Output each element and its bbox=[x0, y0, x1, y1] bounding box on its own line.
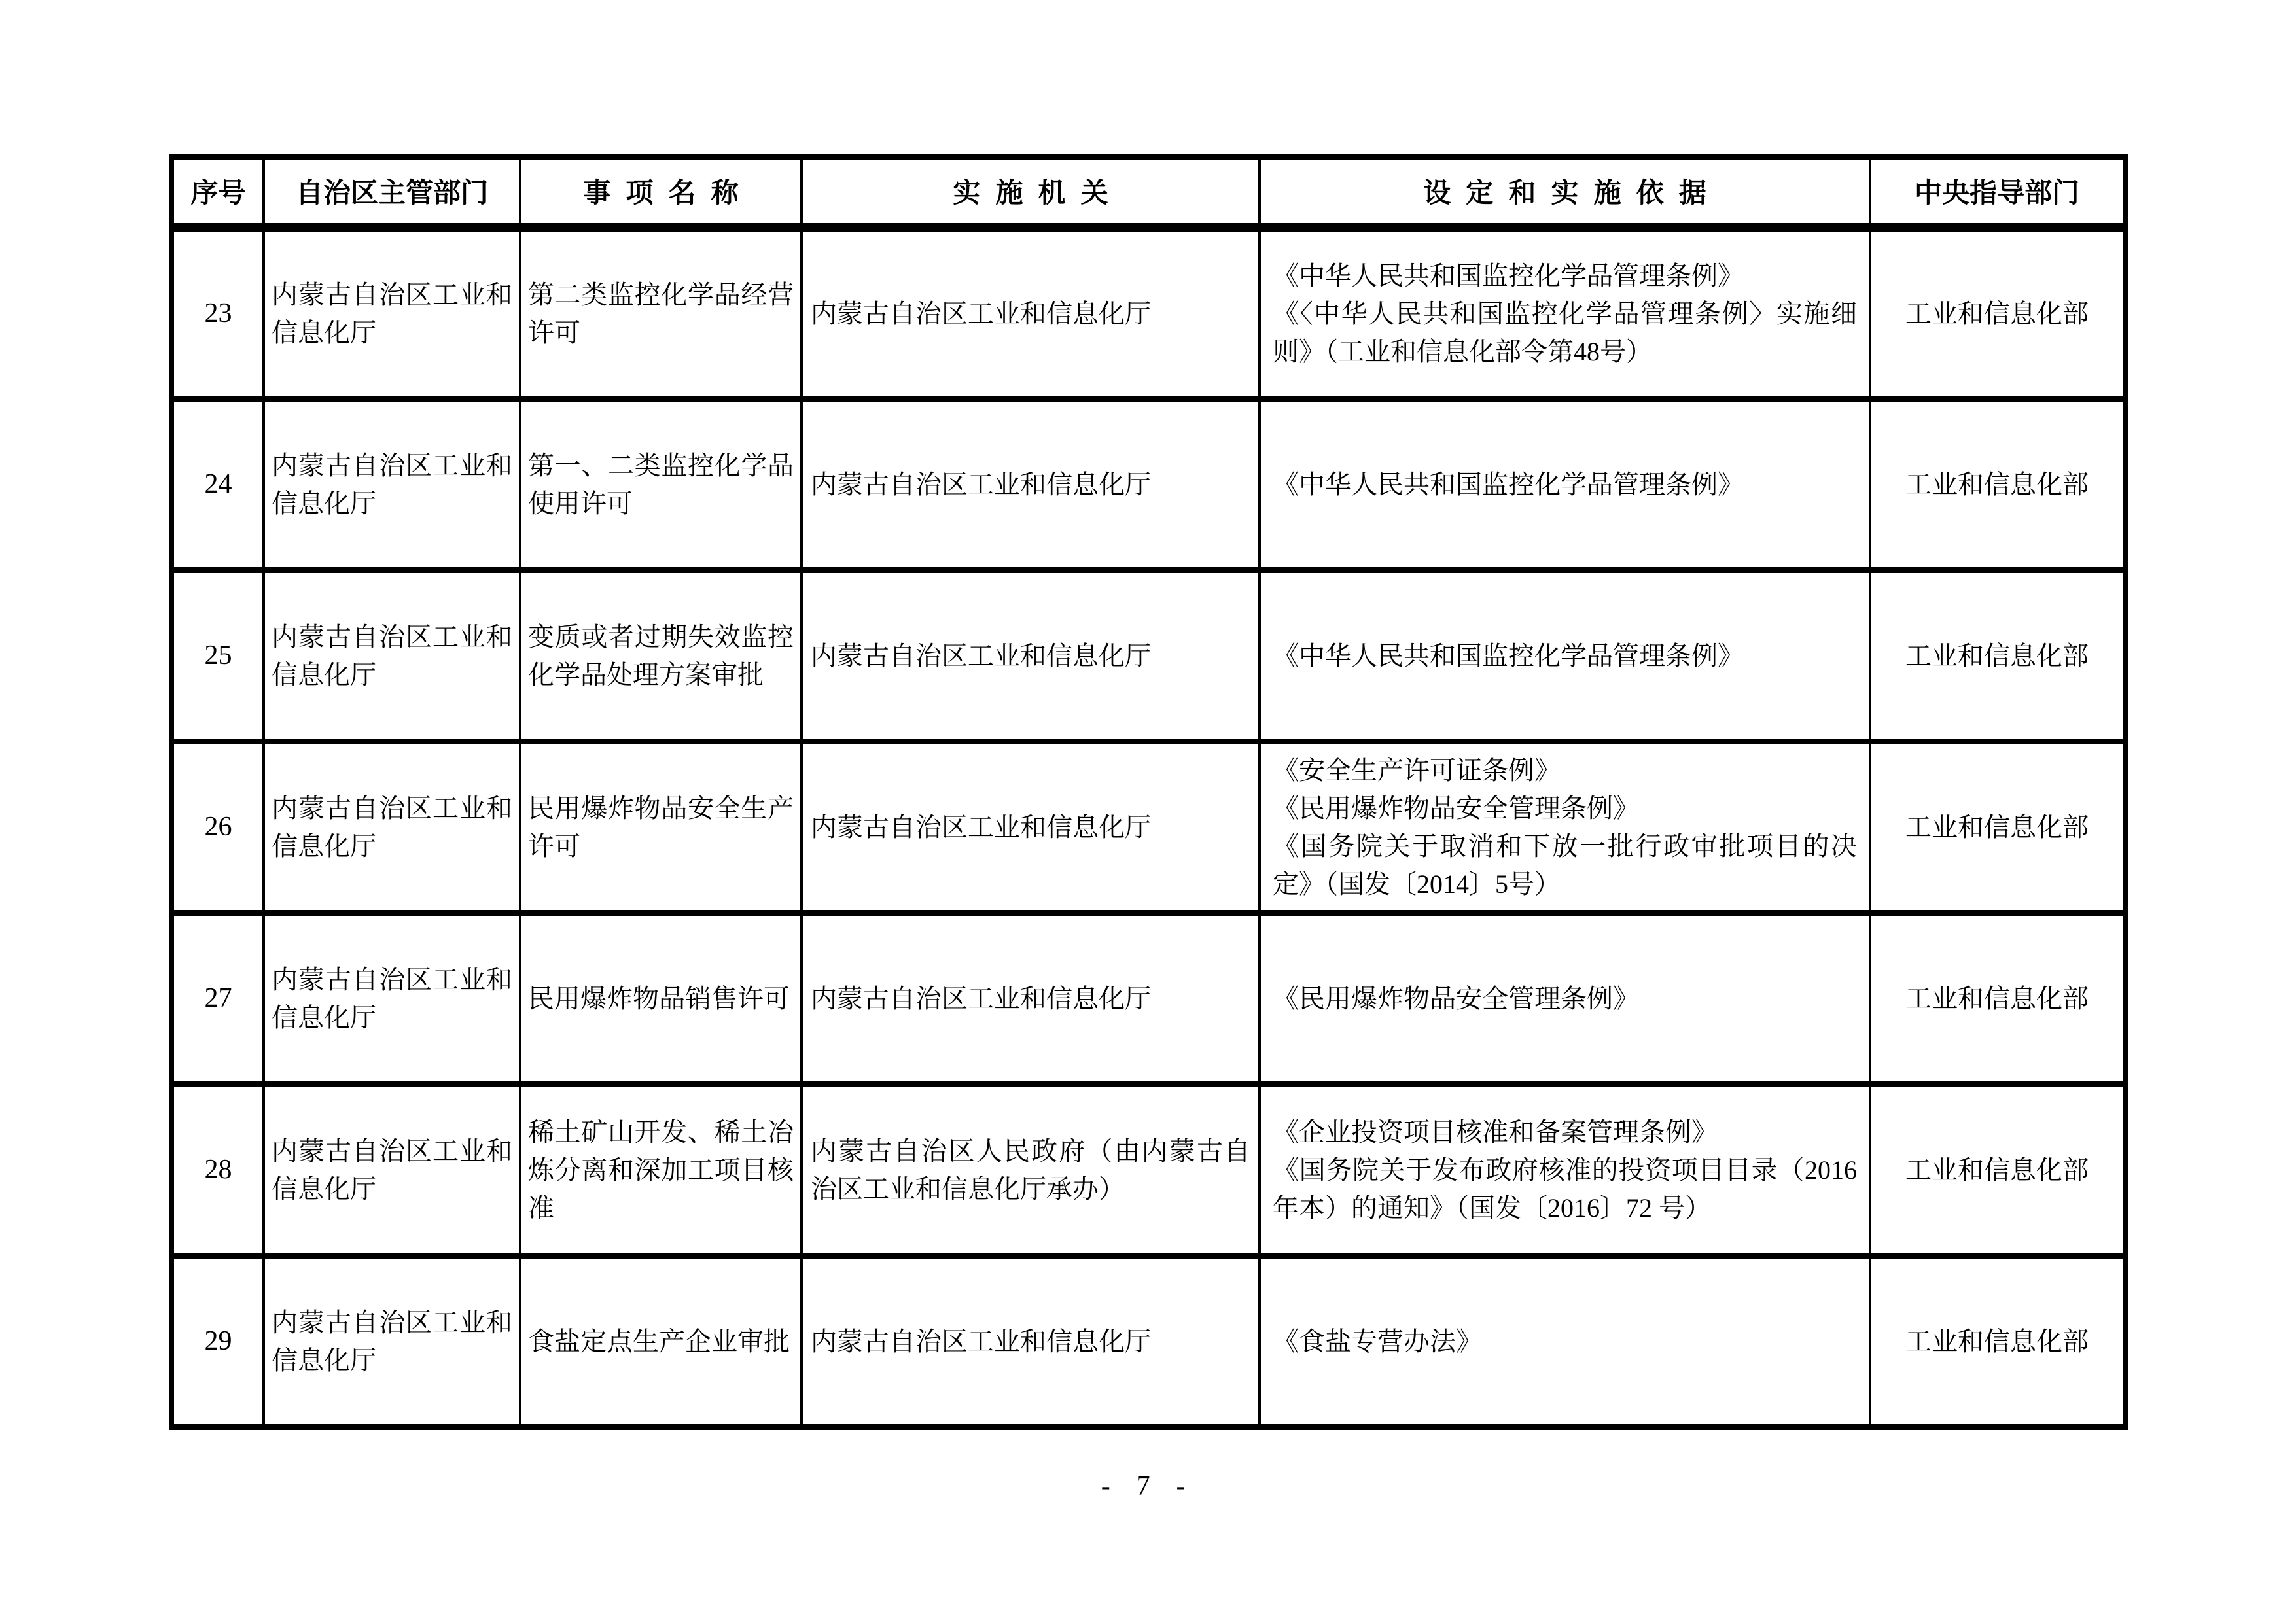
agency-cell: 内蒙古自治区工业和信息化厅 bbox=[802, 1256, 1260, 1427]
basis-cell bbox=[1260, 228, 1870, 399]
department-cell: 内蒙古自治区工业和信息化厅 bbox=[264, 1256, 520, 1427]
basis-line: 《中华人民共和国监控化学品管理条例》 bbox=[1273, 469, 1744, 499]
item-name-cell: 第一、二类监控化学品使用许可 bbox=[520, 399, 802, 570]
basis-line: 《民用爆炸物品安全管理条例》 bbox=[1273, 983, 1639, 1013]
table-row bbox=[171, 913, 2125, 1085]
basis-line: 《安全生产许可证条例》 bbox=[1273, 755, 1561, 785]
table-row bbox=[171, 228, 2125, 399]
header-agency: 实施机关 bbox=[802, 157, 1260, 228]
basis-line: 《〈中华人民共和国监控化学品管理条例〉实施细则》（工业和信息化部令第48号） bbox=[1273, 298, 1857, 366]
item-name-cell: 稀土矿山开发、稀土冶炼分离和深加工项目核准 bbox=[520, 1085, 802, 1256]
basis-cell bbox=[1260, 399, 1870, 570]
item-name-cell: 第二类监控化学品经营许可 bbox=[520, 228, 802, 399]
table-row bbox=[171, 1085, 2125, 1256]
department-cell: 内蒙古自治区工业和信息化厅 bbox=[264, 742, 520, 913]
header-basis: 设定和实施依据 bbox=[1260, 157, 1870, 228]
department-cell: 内蒙古自治区工业和信息化厅 bbox=[264, 228, 520, 399]
central-department-cell: 工业和信息化部 bbox=[1870, 228, 2125, 399]
agency-cell: 内蒙古自治区人民政府（由内蒙古自治区工业和信息化厅承办） bbox=[802, 1085, 1260, 1256]
agency-cell: 内蒙古自治区工业和信息化厅 bbox=[802, 399, 1260, 570]
seq-cell: 26 bbox=[171, 742, 264, 913]
basis-line: 《中华人民共和国监控化学品管理条例》 bbox=[1273, 640, 1744, 671]
seq-cell: 24 bbox=[171, 399, 264, 570]
central-department-cell: 工业和信息化部 bbox=[1870, 399, 2125, 570]
header-central-department: 中央指导部门 bbox=[1870, 157, 2125, 228]
department-cell: 内蒙古自治区工业和信息化厅 bbox=[264, 570, 520, 742]
basis-cell bbox=[1260, 1256, 1870, 1427]
basis-cell bbox=[1260, 913, 1870, 1085]
header-item-name: 事项名称 bbox=[520, 157, 802, 228]
basis-cell bbox=[1260, 742, 1870, 913]
seq-cell: 27 bbox=[171, 913, 264, 1085]
department-cell: 内蒙古自治区工业和信息化厅 bbox=[264, 1085, 520, 1256]
basis-cell bbox=[1260, 570, 1870, 742]
seq-cell: 25 bbox=[171, 570, 264, 742]
central-department-cell: 工业和信息化部 bbox=[1870, 913, 2125, 1085]
seq-cell: 29 bbox=[171, 1256, 264, 1427]
basis-line: 《企业投资项目核准和备案管理条例》 bbox=[1273, 1117, 1718, 1147]
agency-cell: 内蒙古自治区工业和信息化厅 bbox=[802, 570, 1260, 742]
basis-line: 《国务院关于取消和下放一批行政审批项目的决定》（国发〔2014〕5号） bbox=[1273, 831, 1857, 899]
table-row bbox=[171, 742, 2125, 913]
header-seq: 序号 bbox=[171, 157, 264, 228]
central-department-cell: 工业和信息化部 bbox=[1870, 1256, 2125, 1427]
basis-line: 《中华人民共和国监控化学品管理条例》 bbox=[1273, 260, 1744, 290]
agency-cell: 内蒙古自治区工业和信息化厅 bbox=[802, 228, 1260, 399]
table-row bbox=[171, 399, 2125, 570]
agency-cell: 内蒙古自治区工业和信息化厅 bbox=[802, 742, 1260, 913]
basis-line: 《民用爆炸物品安全管理条例》 bbox=[1273, 793, 1639, 823]
agency-cell: 内蒙古自治区工业和信息化厅 bbox=[802, 913, 1260, 1085]
central-department-cell: 工业和信息化部 bbox=[1870, 570, 2125, 742]
seq-cell: 28 bbox=[171, 1085, 264, 1256]
item-name-cell: 变质或者过期失效监控化学品处理方案审批 bbox=[520, 570, 802, 742]
central-department-cell: 工业和信息化部 bbox=[1870, 742, 2125, 913]
department-cell: 内蒙古自治区工业和信息化厅 bbox=[264, 399, 520, 570]
basis-cell bbox=[1260, 1085, 1870, 1256]
item-name-cell: 食盐定点生产企业审批 bbox=[520, 1256, 802, 1427]
basis-line: 《食盐专营办法》 bbox=[1273, 1326, 1482, 1356]
approval-items-table bbox=[169, 154, 2128, 1430]
item-name-cell: 民用爆炸物品安全生产许可 bbox=[520, 742, 802, 913]
department-cell: 内蒙古自治区工业和信息化厅 bbox=[264, 913, 520, 1085]
seq-cell: 23 bbox=[171, 228, 264, 399]
table-header-row bbox=[171, 157, 2125, 228]
basis-line: 《国务院关于发布政府核准的投资项目目录（2016年本）的通知》（国发〔2016〕72 号） bbox=[1273, 1155, 1857, 1223]
item-name-cell: 民用爆炸物品销售许可 bbox=[520, 913, 802, 1085]
table-row bbox=[171, 570, 2125, 742]
central-department-cell: 工业和信息化部 bbox=[1870, 1085, 2125, 1256]
header-department: 自治区主管部门 bbox=[264, 157, 520, 228]
table-row bbox=[171, 1256, 2125, 1427]
page-number: - 7 - bbox=[1101, 1471, 1195, 1501]
